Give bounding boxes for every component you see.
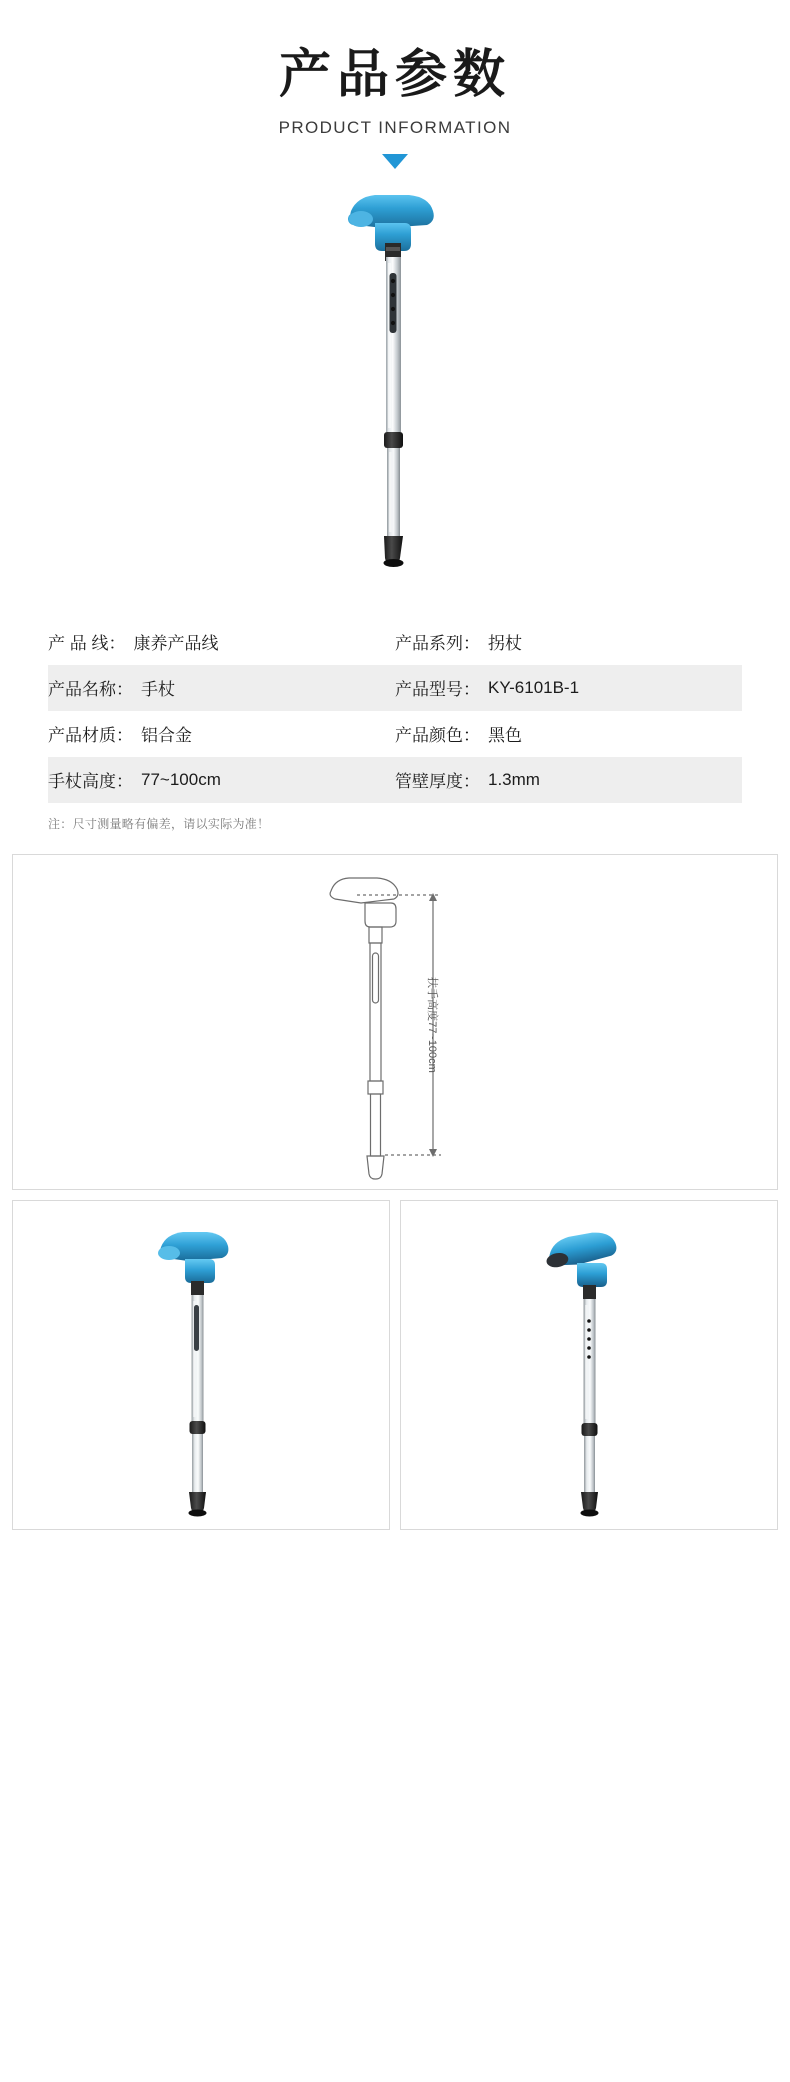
table-row	[48, 619, 742, 665]
spec-value: 77~100cm	[141, 769, 221, 789]
walking-cane-product-photo	[315, 177, 475, 597]
spec-label: 手杖高度：	[48, 772, 133, 792]
spec-label: 产品材质：	[48, 726, 133, 746]
spec-value: 黑色	[488, 726, 522, 746]
spec-value: 拐杖	[488, 634, 522, 654]
spec-label: 产品颜色：	[395, 726, 480, 746]
table-row	[48, 711, 742, 757]
table-row	[48, 757, 742, 803]
spec-value: 铝合金	[141, 726, 192, 746]
hero-product-image	[0, 177, 790, 597]
measurement-note: 注：尺寸测量略有偏差，请以实际为准！	[48, 816, 270, 831]
table-row	[48, 665, 742, 711]
spec-label: 产品名称：	[48, 680, 133, 700]
cane-photo-angled	[401, 1201, 777, 1529]
spec-value: KY-6101B-1	[488, 677, 580, 697]
cane-photo-angled-panel	[400, 1200, 778, 1530]
spec-label: 产品系列：	[395, 634, 480, 654]
page-subtitle: PRODUCT INFORMATION	[278, 117, 512, 137]
spec-label: 产 品 线：	[48, 634, 126, 654]
product-gallery	[12, 854, 778, 1530]
cane-photo-front-panel	[12, 1200, 390, 1530]
product-spec-table	[48, 619, 742, 803]
gallery-photo-row	[12, 1200, 778, 1530]
spec-value: 手杖	[141, 680, 175, 700]
cane-photo-front	[13, 1201, 389, 1529]
spec-value: 康养产品线	[133, 634, 219, 654]
cane-line-drawing	[13, 855, 777, 1189]
spec-value: 1.3mm	[488, 769, 540, 789]
page-header	[0, 0, 790, 169]
cane-line-drawing-panel	[12, 854, 778, 1190]
triangle-down-icon	[382, 154, 408, 169]
spec-label: 产品型号：	[395, 680, 480, 700]
page-title: 产品参数	[278, 45, 511, 105]
spec-label: 管壁厚度：	[395, 772, 480, 792]
dimension-label: 扶手高度77~100cm	[426, 976, 438, 1073]
